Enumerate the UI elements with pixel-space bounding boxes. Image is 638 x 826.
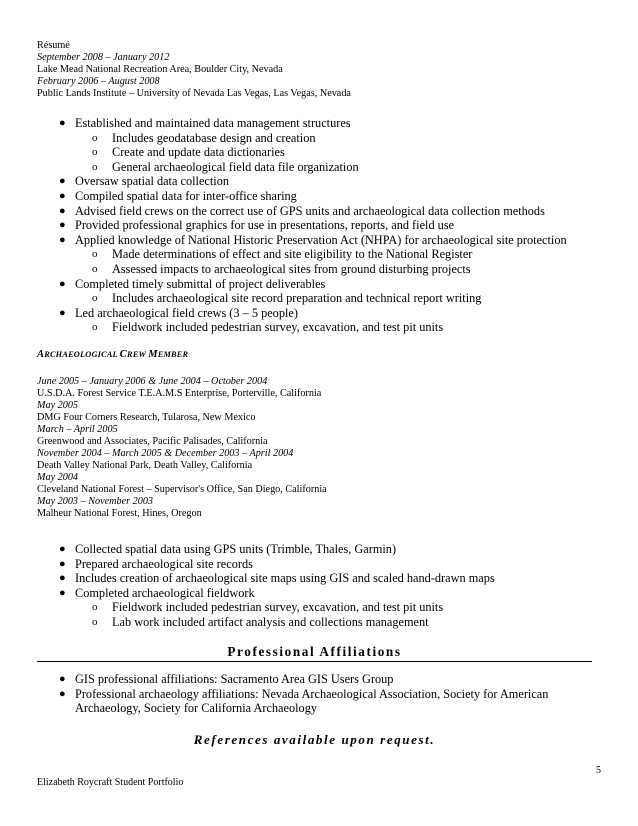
bullet-icon: ● [59,673,66,685]
sub-bullet-icon: o [92,262,98,275]
list-item: ● Provided professional graphics for use in presentations, reports, and field use [59,218,455,233]
list-item: ● Collected spatial data using GPS units (Trimble, Thales, Garmin) [59,542,397,556]
footer-text: Elizabeth Roycraft Student Portfolio [37,777,184,788]
bullet-icon: ● [59,306,66,319]
bullet-icon: ● [59,117,66,129]
list-item: ● Established and maintained data management structures [59,116,351,130]
references-note: References available upon request. [193,732,436,747]
page-number: 5 [596,765,601,776]
bullet-icon: ● [59,586,66,599]
list-item: ● Completed timely submittal of project deliverables [59,276,326,291]
list-item: ● Professional archaeology affiliations: Nevada Archaeological Association, Society for American Archaeology, Society for California Archaeology [59,686,549,716]
list-item: ● Compiled spatial data for inter-office sharing [59,188,297,203]
list-item: o Includes geodatabase design and creation [92,130,316,145]
crew-date: May 2003 – November 2003 [37,496,154,507]
list-item: o Fieldwork included pedestrian survey, excavation, and test pit units [92,320,444,335]
sub-bullet-icon: o [92,131,98,144]
bullet-icon: ● [59,572,66,585]
affiliations-heading: Professional Affiliations [37,644,592,662]
list-item: ● Oversaw spatial data collection [59,174,229,189]
sub-bullet-icon: o [92,146,98,159]
bullet-icon: ● [59,233,66,246]
list-item: o Made determinations of effect and site eligibility to the National Register [92,247,473,262]
crew-place: Cleveland National Forest – Supervisor's Office, San Diego, California [37,484,327,495]
sub-bullet-icon: o [92,321,98,334]
bullet-icon: ● [59,219,66,232]
job-place-2: Public Lands Institute – University of Nevada Las Vegas, Las Vegas, Nevada [37,88,351,99]
crew-date: March – April 2005 [37,424,118,435]
crew-date: May 2005 [37,400,79,411]
crew-place: Death Valley National Park, Death Valley, California [37,460,253,471]
job-date-2: February 2006 – August 2008 [37,76,160,87]
bullet-icon: ● [59,277,66,290]
list-item: ● Applied knowledge of National Historic Preservation Act (NHPA) for archaeological site protection [59,232,567,247]
list-item: o Create and update data dictionaries [92,145,285,160]
list-item: ● Advised field crews on the correct use of GPS units and archaeological data collection methods [59,203,545,218]
crew-date: November 2004 – March 2005 & December 2003 – April 2004 [37,448,294,459]
list-item: ● Includes creation of archaeological site maps using GIS and scaled hand-drawn maps [59,571,495,586]
list-item: ● Led archaeological field crews (3 – 5 people) [59,305,298,320]
sub-bullet-icon: o [92,615,98,628]
bullet-icon: ● [59,543,66,555]
crew-place: DMG Four Corners Research, Tularosa, New Mexico [37,412,256,423]
resume-title: Résumé [37,40,70,51]
crew-place: Malheur National Forest, Hines, Oregon [37,508,202,519]
duties-list-1 [37,116,617,335]
crew-place: U.S.D.A. Forest Service T.E.A.M.S Enterprise, Porterville, California [37,388,322,399]
bullet-icon: ● [59,175,66,188]
job-place-1: Lake Mead National Recreation Area, Boulder City, Nevada [37,64,283,75]
sub-bullet-icon: o [92,160,98,173]
list-item: o Assessed impacts to archaeological sites from ground disturbing projects [92,261,471,276]
sub-bullet-icon: o [92,248,98,261]
bullet-icon: ● [59,189,66,202]
crew-member-heading: ARCHAEOLOGICAL CREW MEMBER [37,349,189,360]
list-item: o Fieldwork included pedestrian survey, excavation, and test pit units [92,600,444,615]
bullet-icon: ● [59,557,66,570]
duties-list-2 [37,542,617,630]
list-item: ● Completed archaeological fieldwork [59,585,255,600]
affiliations-list [37,672,617,716]
list-item: o Includes archaeological site record preparation and technical report writing [92,291,482,306]
list-item: ● GIS professional affiliations: Sacramento Area GIS Users Group [59,672,394,686]
sub-bullet-icon: o [92,601,98,614]
sub-bullet-icon: o [92,292,98,305]
crew-entries [37,376,617,520]
list-item: o Lab work included artifact analysis and collections management [92,614,429,629]
resume-header [37,40,617,100]
crew-date: May 2004 [37,472,79,483]
list-item: ● Prepared archaeological site records [59,556,253,571]
crew-date: June 2005 – January 2006 & June 2004 – October 2004 [37,376,268,387]
bullet-icon: ● [59,687,66,700]
job-date-1: September 2008 – January 2012 [37,52,170,63]
bullet-icon: ● [59,204,66,217]
crew-place: Greenwood and Associates, Pacific Palisades, California [37,436,268,447]
list-item: o General archaeological field data file organization [92,159,359,174]
